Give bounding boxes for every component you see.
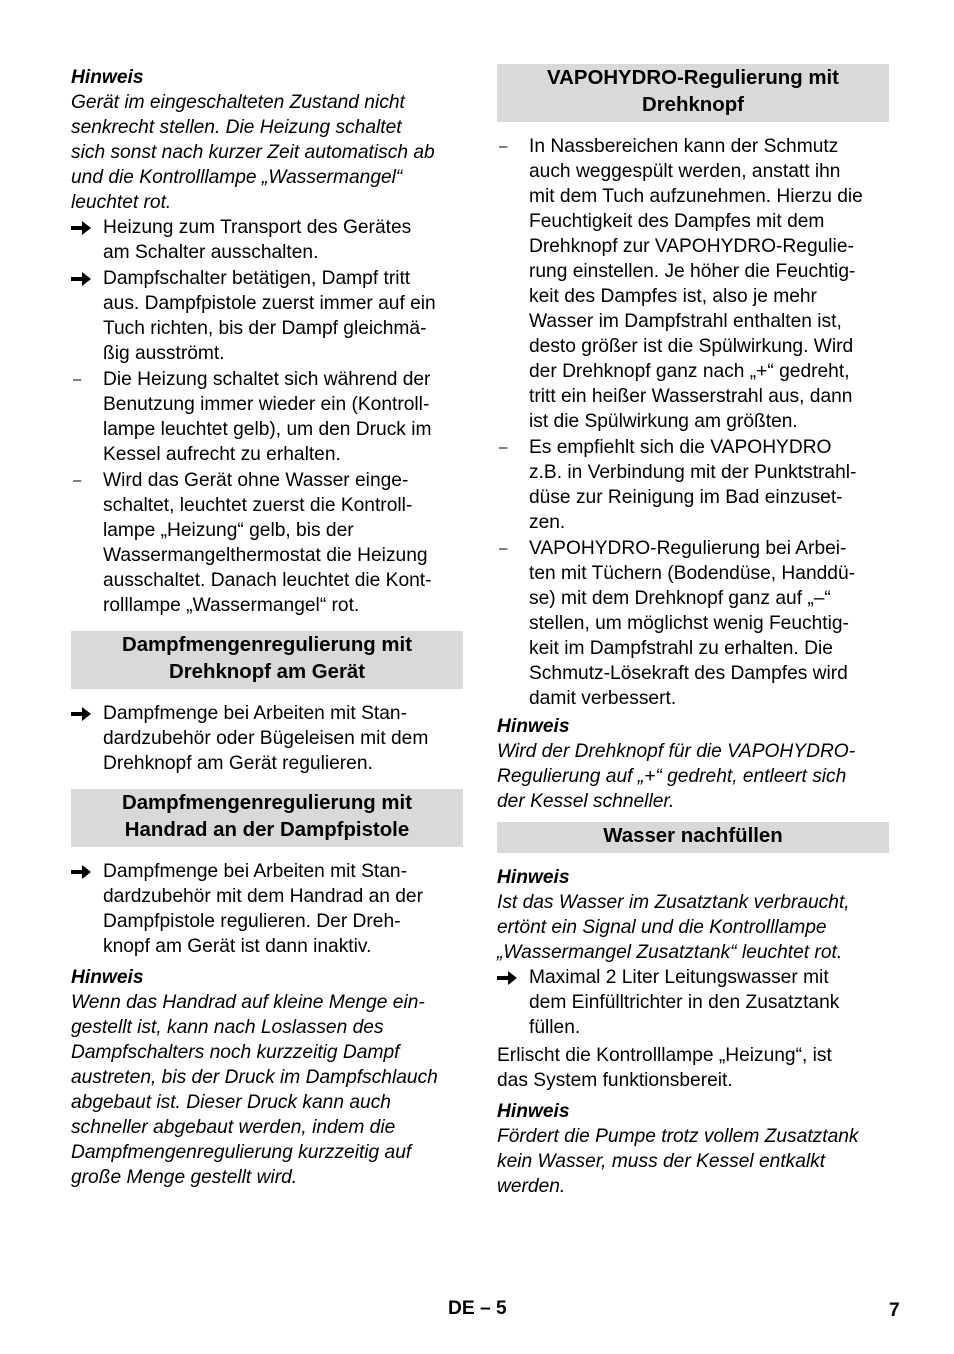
text-line: Regulierung auf „+“ gedreht, entleert sich (497, 766, 847, 787)
list-item (497, 134, 889, 434)
text-line: Wird der Drehknopf für die VAPOHYDRO- (497, 741, 856, 762)
right-arrow-icon (71, 859, 95, 886)
text-line: keit im Dampfstrahl zu erhalten. Die (529, 638, 833, 659)
right-arrow-icon (71, 215, 95, 242)
dash-bullet: – (73, 472, 82, 489)
text-line: desto größer ist die Spülwirkung. Wird (529, 336, 854, 357)
instruction-list (71, 701, 463, 776)
text-line: Maximal 2 Liter Leitungswasser mit (529, 967, 829, 988)
text-line: dardzubehör mit dem Handrad an der (103, 886, 423, 907)
list-item (71, 701, 463, 776)
text-line: z.B. in Verbindung mit der Punktstrahl- (529, 462, 857, 483)
text-line: Drehknopf am Gerät (168, 661, 366, 683)
text-line: Wasser im Dampfstrahl enthalten ist, (529, 311, 842, 332)
list-item-text (103, 367, 463, 467)
text-line: düse zur Reinigung im Bad einzuset- (529, 487, 843, 508)
note-title: Hinweis (497, 716, 570, 737)
text-line: abgebaut ist. Dieser Druck kann auch (71, 1092, 391, 1113)
text-line: austreten, bis der Druck im Dampfschlauch (71, 1067, 438, 1088)
text-line: se) mit dem Drehknopf ganz auf „–“ (529, 588, 831, 609)
list-item-text (529, 965, 889, 1040)
text-line: sich sonst nach kurzer Zeit automatisch ab (71, 142, 435, 163)
section-heading-steam-wheel (71, 789, 463, 847)
list-item (71, 468, 463, 618)
text-line: Ist das Wasser im Zusatztank verbraucht, (497, 892, 850, 913)
text-line: tritt ein heißer Wasserstrahl aus, dann (529, 386, 853, 407)
right-arrow-icon (497, 965, 521, 992)
text-line: In Nassbereichen kann der Schmutz (529, 136, 839, 157)
text-line: Drehknopf zur VAPOHYDRO-Regulie- (529, 236, 854, 257)
text-line: Fördert die Pumpe trotz vollem Zusatztank (497, 1126, 859, 1147)
text-line: ßig ausströmt. (103, 343, 225, 364)
text-line: und die Kontrolllampe „Wassermangel“ (71, 167, 403, 188)
list-item (71, 215, 463, 265)
text-line: ausschaltet. Danach leuchtet die Kont- (103, 570, 432, 591)
text-line: große Menge gestellt wird. (71, 1167, 298, 1188)
dash-bullet: – (499, 138, 508, 155)
section-heading-refill-water (497, 822, 889, 853)
text-line: Heizung zum Transport des Gerätes (103, 217, 412, 238)
note-block (497, 865, 889, 965)
text-line: Dampfschalters noch kurzzeitig Dampf (71, 1042, 400, 1063)
text-line: werden. (497, 1176, 566, 1197)
text-line: mit dem Tuch aufzunehmen. Hierzu die (529, 186, 863, 207)
text-line: dardzubehör oder Bügeleisen mit dem (103, 728, 429, 749)
instruction-list (497, 134, 889, 711)
text-line: Drehknopf am Gerät regulieren. (103, 753, 373, 774)
dash-bullet: – (73, 371, 82, 388)
text-line: Handrad an der Dampfpistole (124, 819, 410, 841)
text-line: Benutzung immer wieder ein (Kontroll- (103, 394, 430, 415)
text-line: lampe leuchtet gelb), um den Druck im (103, 419, 432, 440)
text-line: VAPOHYDRO-Regulierung bei Arbei- (529, 538, 847, 559)
note-block (71, 965, 463, 1190)
note-text (71, 90, 463, 215)
instruction-list (71, 859, 463, 959)
text-line: damit verbessert. (529, 688, 677, 709)
list-item-text (103, 859, 463, 959)
list-item-text (529, 134, 889, 434)
text-line: auch weggespült werden, anstatt ihn (529, 161, 841, 182)
list-item (497, 965, 889, 1040)
text-line: senkrecht stellen. Die Heizung schaltet (71, 117, 402, 138)
section-heading-steam-knob (71, 631, 463, 689)
text-line: füllen. (529, 1017, 581, 1038)
note-block (497, 714, 889, 814)
list-item-text (529, 536, 889, 711)
text-line: Dampfmengenregulierung kurzzeitig auf (71, 1142, 412, 1163)
note-block (71, 65, 463, 215)
text-line: schaltet, leuchtet zuerst die Kontroll- (103, 495, 413, 516)
list-item (497, 536, 889, 711)
note-title: Hinweis (497, 867, 570, 888)
instruction-list (497, 965, 889, 1040)
dash-bullet: – (499, 540, 508, 557)
text-line: am Schalter ausschalten. (103, 242, 319, 263)
text-line: Wasser nachfüllen (603, 825, 783, 847)
text-line: Erlischt die Kontrolllampe „Heizung“, ist (497, 1045, 832, 1066)
text-line: Dampfmengenregulierung mit (121, 792, 413, 814)
text-line: Feuchtigkeit des Dampfes mit dem (529, 211, 825, 232)
text-line: gestellt ist, kann nach Loslassen des (71, 1017, 384, 1038)
text-line: ertönt ein Signal und die Kontrolllampe (497, 917, 827, 938)
note-title: Hinweis (497, 1101, 570, 1122)
text-line: Dampfmenge bei Arbeiten mit Stan- (103, 703, 407, 724)
text-line: Wenn das Handrad auf kleine Menge ein- (71, 992, 425, 1013)
list-item-text (529, 435, 889, 535)
text-line: zen. (529, 512, 566, 533)
text-line: der Drehknopf ganz nach „+“ gedreht, (529, 361, 850, 382)
text-line: aus. Dampfpistole zuerst immer auf ein (103, 293, 436, 314)
text-line: der Kessel schneller. (497, 791, 675, 812)
text-line: lampe „Heizung“ gelb, bis der (103, 520, 354, 541)
note-block (497, 1099, 889, 1199)
text-line: das System funktionsbereit. (497, 1070, 733, 1091)
text-line: rolllampe „Wassermangel“ rot. (103, 595, 360, 616)
text-line: Wird das Gerät ohne Wasser einge- (103, 470, 409, 491)
text-line: Die Heizung schaltet sich während der (103, 369, 431, 390)
footer-page-number: 7 (889, 1300, 900, 1321)
list-item-text (103, 701, 463, 776)
text-line: Dampfschalter betätigen, Dampf tritt (103, 268, 411, 289)
text-line: VAPOHYDRO-Regulierung mit (547, 67, 839, 89)
text-line: Drehknopf (642, 94, 744, 116)
note-text (71, 990, 463, 1190)
note-text (497, 739, 889, 814)
left-column (71, 62, 463, 1190)
list-item (71, 367, 463, 467)
list-item-text (103, 468, 463, 618)
note-text (497, 890, 889, 965)
body-paragraph (497, 1043, 889, 1093)
text-line: ist die Spülwirkung am größten. (529, 411, 798, 432)
text-line: Schmutz-Lösekraft des Dampfes wird (529, 663, 848, 684)
text-line: Wassermangelthermostat die Heizung (103, 545, 428, 566)
text-line: Tuch richten, bis der Dampf gleichmä- (103, 318, 427, 339)
list-item-text (103, 215, 463, 265)
text-line: rung einstellen. Je höher die Feuchtig- (529, 261, 856, 282)
text-line: Dampfpistole regulieren. Der Dreh- (103, 911, 401, 932)
text-line: stellen, um möglichst wenig Feuchtig- (529, 613, 849, 634)
text-line: dem Einfülltrichter in den Zusatztank (529, 992, 840, 1013)
right-arrow-icon (71, 701, 95, 728)
text-line: Kessel aufrecht zu erhalten. (103, 444, 341, 465)
list-item (71, 859, 463, 959)
text-line: schneller abgebaut werden, indem die (71, 1117, 396, 1138)
text-line: knopf am Gerät ist dann inaktiv. (103, 936, 372, 957)
right-column (497, 62, 889, 1199)
text-line: „Wassermangel Zusatztank“ leuchtet rot. (497, 942, 843, 963)
list-item-text (103, 266, 463, 366)
list-item (497, 435, 889, 535)
footer-page-label: DE – 5 (448, 1298, 507, 1319)
dash-bullet: – (499, 439, 508, 456)
text-line: Dampfmengenregulierung mit (121, 634, 413, 656)
text-line: Gerät im eingeschalteten Zustand nicht (71, 92, 405, 113)
section-heading-vapohydro (497, 64, 889, 122)
list-item (71, 266, 463, 366)
text-line: leuchtet rot. (71, 192, 172, 213)
note-text (497, 1124, 889, 1199)
instruction-list (71, 215, 463, 618)
note-title: Hinweis (71, 967, 144, 988)
text-line: ten mit Tüchern (Bodendüse, Handdü- (529, 563, 856, 584)
text-line: Dampfmenge bei Arbeiten mit Stan- (103, 861, 407, 882)
note-title: Hinweis (71, 67, 144, 88)
text-line: kein Wasser, muss der Kessel entkalkt (497, 1151, 826, 1172)
right-arrow-icon (71, 266, 95, 293)
text-line: keit des Dampfes ist, also je mehr (529, 286, 817, 307)
text-line: Es empfiehlt sich die VAPOHYDRO (529, 437, 832, 458)
